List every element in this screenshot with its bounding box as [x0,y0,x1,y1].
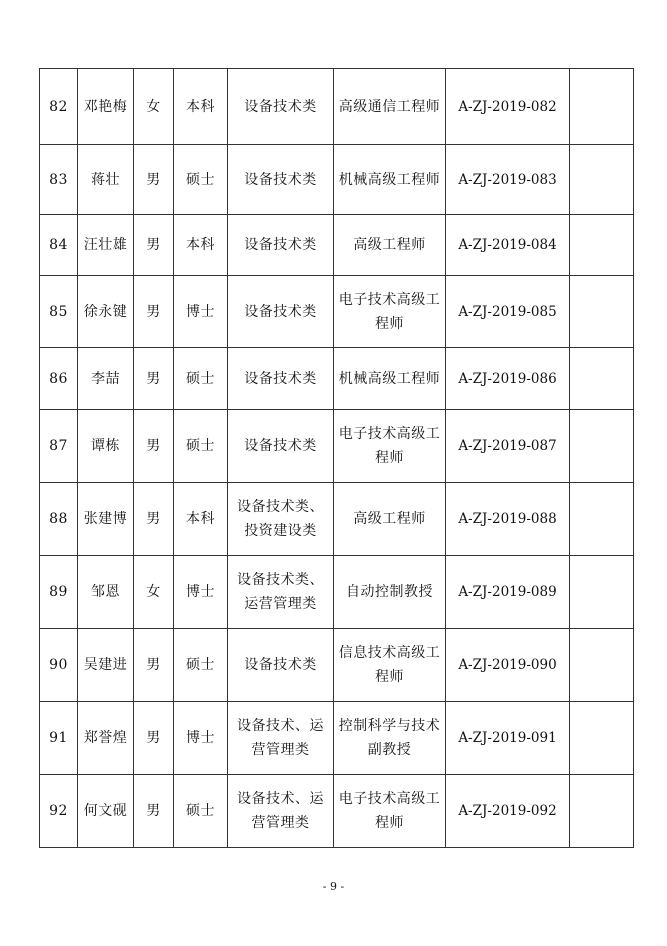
degree-cell: 本科 [174,215,228,276]
gender-cell: 女 [134,556,174,629]
professional-title-cell: 机械高级工程师 [334,348,446,410]
professional-title-cell: 电子技术高级工程师 [334,775,446,848]
name-cell: 邹恩 [78,556,134,629]
gender-cell: 男 [134,702,174,775]
gender-cell: 男 [134,348,174,410]
table-row [40,410,634,483]
professional-title-cell: 高级工程师 [334,483,446,556]
row-number-cell: 84 [40,215,78,276]
remarks-cell [570,145,634,215]
category-cell: 设备技术类 [228,629,334,702]
category-cell: 设备技术类 [228,410,334,483]
row-number-cell: 88 [40,483,78,556]
professional-title-cell: 信息技术高级工程师 [334,629,446,702]
certificate-number-cell: A-ZJ-2019-092 [446,775,570,848]
degree-cell: 硕士 [174,348,228,410]
name-cell: 郑誉煌 [78,702,134,775]
certificate-number-cell: A-ZJ-2019-087 [446,410,570,483]
row-number-cell: 90 [40,629,78,702]
professional-title-cell: 机械高级工程师 [334,145,446,215]
gender-cell: 男 [134,215,174,276]
professional-title-cell: 高级工程师 [334,215,446,276]
certificate-number-cell: A-ZJ-2019-086 [446,348,570,410]
name-cell: 蒋壮 [78,145,134,215]
remarks-cell [570,556,634,629]
row-number-cell: 83 [40,145,78,215]
remarks-cell [570,276,634,348]
gender-cell: 男 [134,629,174,702]
gender-cell: 男 [134,483,174,556]
name-cell: 谭栋 [78,410,134,483]
professional-title-cell: 自动控制教授 [334,556,446,629]
degree-cell: 本科 [174,69,228,145]
remarks-cell [570,410,634,483]
name-cell: 吴建进 [78,629,134,702]
category-cell: 设备技术、运营管理类 [228,702,334,775]
table-row [40,775,634,848]
category-cell: 设备技术类 [228,215,334,276]
professional-title-cell: 电子技术高级工程师 [334,410,446,483]
category-cell: 设备技术类 [228,69,334,145]
professional-title-cell: 高级通信工程师 [334,69,446,145]
table-row [40,629,634,702]
remarks-cell [570,702,634,775]
gender-cell: 男 [134,145,174,215]
category-cell: 设备技术类 [228,348,334,410]
row-number-cell: 86 [40,348,78,410]
degree-cell: 本科 [174,483,228,556]
gender-cell: 男 [134,775,174,848]
table-row [40,215,634,276]
category-cell: 设备技术类 [228,145,334,215]
table-body [40,69,634,848]
category-cell: 设备技术类、投资建设类 [228,483,334,556]
personnel-table [39,68,634,848]
gender-cell: 女 [134,69,174,145]
professional-title-cell: 控制科学与技术副教授 [334,702,446,775]
certificate-number-cell: A-ZJ-2019-088 [446,483,570,556]
remarks-cell [570,69,634,145]
row-number-cell: 85 [40,276,78,348]
remarks-cell [570,775,634,848]
page-number: - 9 - [322,880,345,893]
name-cell: 邓艳梅 [78,69,134,145]
row-number-cell: 92 [40,775,78,848]
certificate-number-cell: A-ZJ-2019-090 [446,629,570,702]
row-number-cell: 82 [40,69,78,145]
certificate-number-cell: A-ZJ-2019-091 [446,702,570,775]
name-cell: 徐永键 [78,276,134,348]
remarks-cell [570,483,634,556]
certificate-number-cell: A-ZJ-2019-089 [446,556,570,629]
table-row [40,69,634,145]
table-row [40,145,634,215]
certificate-number-cell: A-ZJ-2019-082 [446,69,570,145]
personnel-table-container [39,68,633,848]
remarks-cell [570,348,634,410]
table-row [40,702,634,775]
table-row [40,276,634,348]
name-cell: 张建博 [78,483,134,556]
certificate-number-cell: A-ZJ-2019-084 [446,215,570,276]
remarks-cell [570,215,634,276]
table-row [40,556,634,629]
category-cell: 设备技术类、运营管理类 [228,556,334,629]
gender-cell: 男 [134,276,174,348]
name-cell: 汪壮雄 [78,215,134,276]
row-number-cell: 87 [40,410,78,483]
gender-cell: 男 [134,410,174,483]
category-cell: 设备技术、运营管理类 [228,775,334,848]
degree-cell: 博士 [174,276,228,348]
row-number-cell: 89 [40,556,78,629]
remarks-cell [570,629,634,702]
name-cell: 李喆 [78,348,134,410]
certificate-number-cell: A-ZJ-2019-085 [446,276,570,348]
table-row [40,348,634,410]
degree-cell: 硕士 [174,410,228,483]
row-number-cell: 91 [40,702,78,775]
degree-cell: 硕士 [174,145,228,215]
certificate-number-cell: A-ZJ-2019-083 [446,145,570,215]
degree-cell: 硕士 [174,629,228,702]
professional-title-cell: 电子技术高级工程师 [334,276,446,348]
category-cell: 设备技术类 [228,276,334,348]
name-cell: 何文砚 [78,775,134,848]
degree-cell: 硕士 [174,775,228,848]
degree-cell: 博士 [174,556,228,629]
table-row [40,483,634,556]
degree-cell: 博士 [174,702,228,775]
